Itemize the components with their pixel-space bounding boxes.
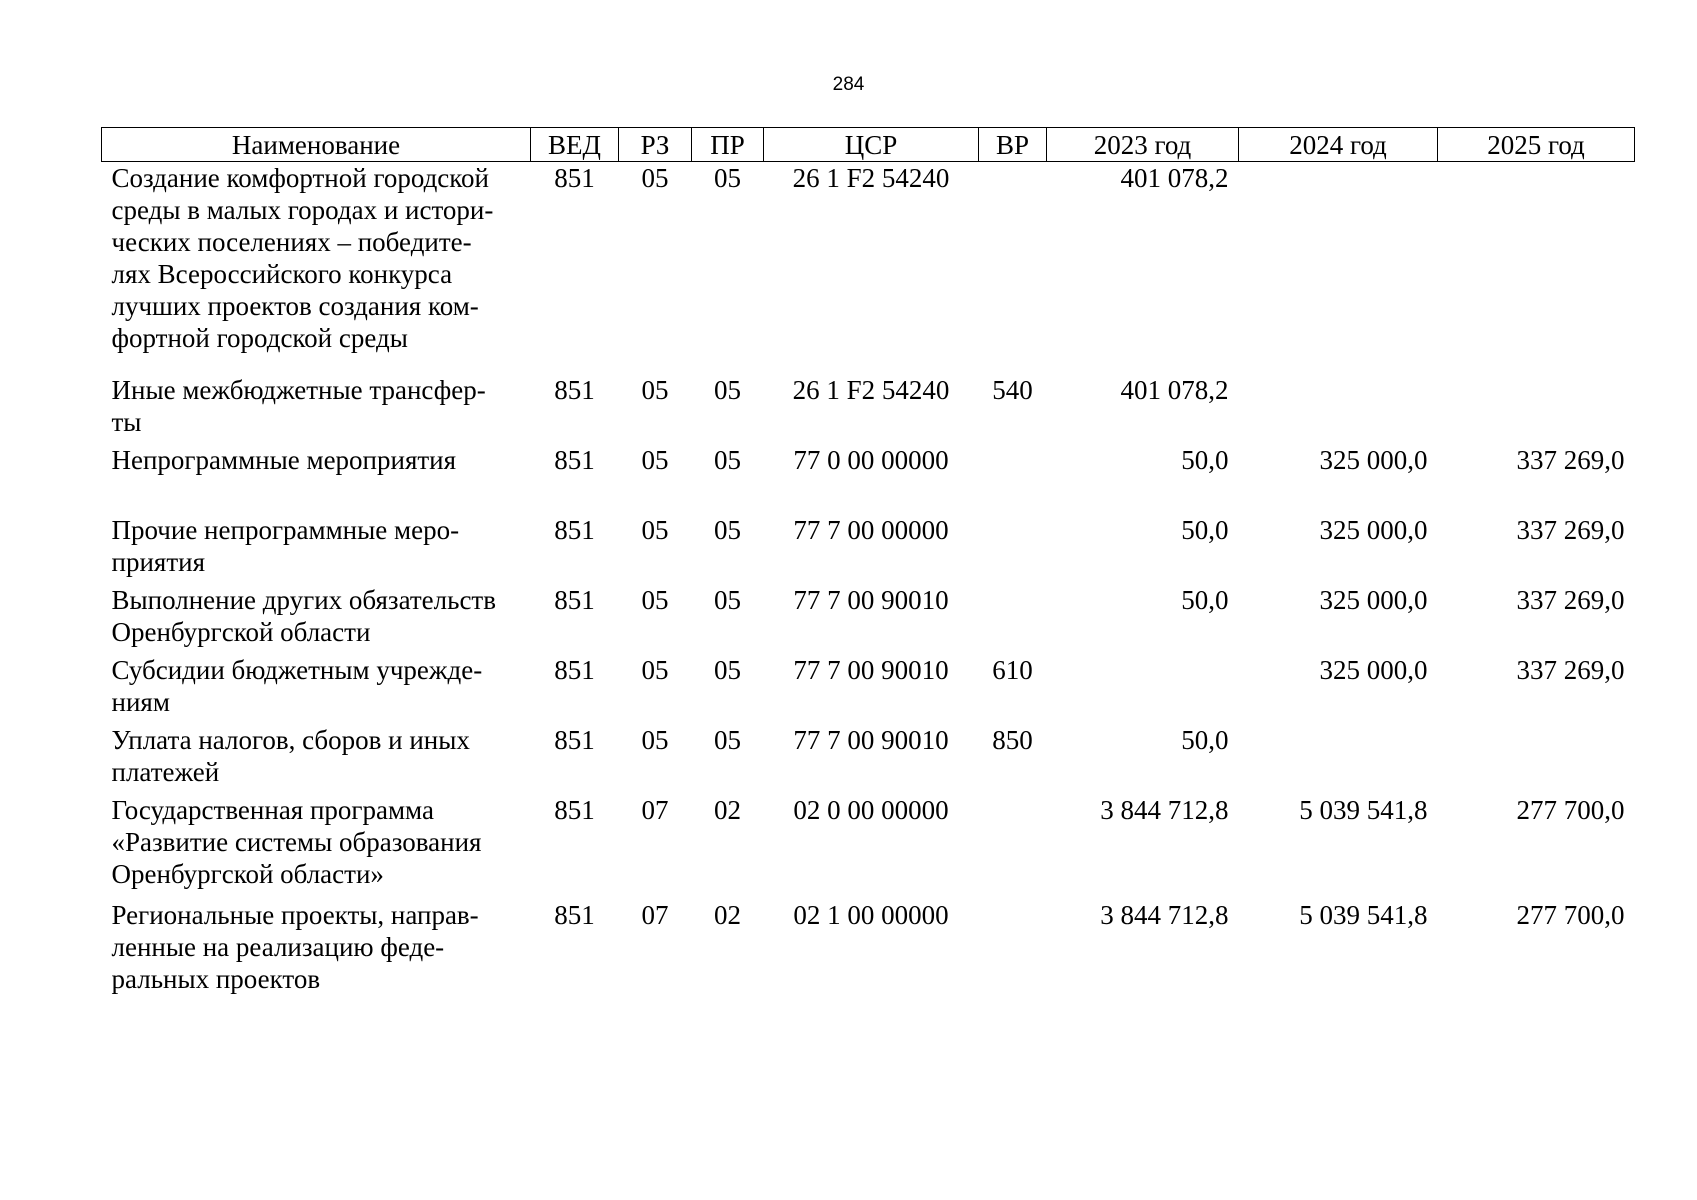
cell-2025: 337 269,0 — [1516, 514, 1625, 545]
cell-2023: 50,0 — [1181, 584, 1229, 615]
cell-pr: 05 — [714, 444, 741, 475]
cell-csr: 02 0 00 00000 — [793, 794, 949, 825]
cell-csr: 77 7 00 90010 — [793, 724, 949, 755]
cell-vr — [979, 584, 1047, 654]
name-line: фортной городской среды — [111, 323, 408, 353]
cell-2023: 50,0 — [1181, 514, 1229, 545]
cell-2023: 50,0 — [1181, 444, 1229, 475]
name-line: Субсидии бюджетным учрежде- — [111, 654, 483, 685]
name-line: ленные на реализацию феде- — [111, 931, 445, 962]
cell-2024: 325 000,0 — [1319, 444, 1428, 475]
cell-name — [102, 444, 531, 514]
name-line: платежей — [111, 756, 220, 787]
name-line: Оренбургской области» — [111, 858, 384, 889]
cell-pr: 05 — [714, 163, 741, 193]
cell-name — [102, 374, 531, 444]
cell-2023: 3 844 712,8 — [1100, 794, 1229, 825]
cell-csr: 77 7 00 90010 — [793, 584, 949, 615]
cell-csr: 26 1 F2 54240 — [792, 374, 950, 405]
header-rz: РЗ — [619, 128, 692, 162]
table-header — [102, 128, 1635, 162]
name-line: «Развитие системы образования — [111, 826, 482, 857]
cell-pr: 05 — [714, 654, 741, 685]
table-row — [102, 374, 1635, 444]
table-body — [102, 162, 1635, 1004]
cell-vr: 540 — [992, 374, 1033, 405]
cell-2023: 401 078,2 — [1120, 374, 1229, 405]
cell-name — [102, 162, 531, 374]
cell-ved: 851 — [554, 374, 595, 405]
cell-vr — [979, 899, 1047, 1004]
cell-rz: 05 — [641, 724, 669, 755]
table-row — [102, 899, 1635, 1004]
cell-name — [102, 514, 531, 584]
name-line: Выполнение других обязательств — [111, 584, 496, 615]
name-line: ты — [111, 406, 142, 437]
cell-ved: 851 — [554, 654, 595, 685]
cell-csr: 02 1 00 00000 — [793, 899, 949, 930]
name-line: ральных проектов — [111, 963, 321, 994]
name-line: Уплата налогов, сборов и иных — [111, 724, 470, 755]
cell-2025: 337 269,0 — [1516, 584, 1625, 615]
cell-name — [102, 794, 531, 899]
cell-rz: 07 — [641, 899, 669, 930]
cell-2023: 401 078,2 — [1120, 163, 1229, 193]
cell-name — [102, 654, 531, 724]
cell-csr: 26 1 F2 54240 — [792, 163, 950, 193]
cell-name — [102, 899, 531, 1004]
name-line: ческих поселениях – победите- — [111, 227, 472, 257]
header-2025: 2025 год — [1438, 128, 1635, 162]
cell-2025 — [1438, 162, 1635, 374]
page-number: 284 — [832, 74, 865, 95]
cell-vr: 850 — [992, 724, 1033, 755]
name-line: Создание комфортной городской — [111, 163, 489, 193]
cell-2024: 325 000,0 — [1319, 584, 1428, 615]
cell-2025: 337 269,0 — [1516, 654, 1625, 685]
header-vr: ВР — [979, 128, 1047, 162]
name-line: приятия — [111, 546, 205, 577]
header-name: Наименование — [102, 128, 531, 162]
cell-rz: 05 — [641, 374, 669, 405]
header-2023: 2023 год — [1047, 128, 1239, 162]
cell-pr: 05 — [714, 514, 741, 545]
cell-2025: 277 700,0 — [1516, 899, 1625, 930]
cell-ved: 851 — [554, 724, 595, 755]
name-line: ниям — [111, 686, 170, 717]
cell-2024: 5 039 541,8 — [1299, 899, 1428, 930]
name-line: Прочие непрограммные меро- — [111, 514, 460, 545]
cell-rz: 05 — [641, 654, 669, 685]
cell-2024 — [1239, 374, 1438, 444]
cell-2025: 277 700,0 — [1516, 794, 1625, 825]
table-row — [102, 162, 1635, 374]
table-row — [102, 654, 1635, 724]
cell-vr — [979, 162, 1047, 374]
table-row — [102, 514, 1635, 584]
cell-2023: 50,0 — [1181, 724, 1229, 755]
cell-rz: 07 — [641, 794, 669, 825]
name-line: Иные межбюджетные трансфер- — [111, 374, 486, 405]
cell-rz: 05 — [641, 163, 669, 193]
cell-2024 — [1239, 724, 1438, 794]
header-2024: 2024 год — [1239, 128, 1438, 162]
cell-pr: 05 — [714, 584, 741, 615]
cell-ved: 851 — [554, 584, 595, 615]
name-line: Региональные проекты, направ- — [111, 899, 479, 930]
cell-csr: 77 0 00 00000 — [793, 444, 949, 475]
cell-2024 — [1239, 162, 1438, 374]
name-line: среды в малых городах и истори- — [111, 195, 494, 225]
name-line: Непрограммные мероприятия — [111, 444, 457, 475]
cell-vr — [979, 514, 1047, 584]
cell-ved: 851 — [554, 794, 595, 825]
table-row — [102, 724, 1635, 794]
cell-csr: 77 7 00 90010 — [793, 654, 949, 685]
cell-rz: 05 — [641, 514, 669, 545]
name-line: Государственная программа — [111, 794, 434, 825]
cell-vr: 610 — [992, 654, 1033, 685]
cell-vr — [979, 794, 1047, 899]
cell-2024: 325 000,0 — [1319, 654, 1428, 685]
name-line: лях Всероссийского конкурса — [111, 259, 453, 289]
cell-pr: 02 — [714, 794, 741, 825]
table-row — [102, 444, 1635, 514]
cell-ved: 851 — [554, 444, 595, 475]
cell-name — [102, 584, 531, 654]
cell-2023: 3 844 712,8 — [1100, 899, 1229, 930]
cell-pr: 05 — [714, 374, 741, 405]
cell-ved: 851 — [554, 899, 595, 930]
cell-pr: 02 — [714, 899, 741, 930]
cell-2024: 325 000,0 — [1319, 514, 1428, 545]
cell-ved: 851 — [554, 163, 595, 193]
cell-pr: 05 — [714, 724, 741, 755]
cell-2024: 5 039 541,8 — [1299, 794, 1428, 825]
cell-2025: 337 269,0 — [1516, 444, 1625, 475]
table-row — [102, 794, 1635, 899]
cell-2025 — [1438, 724, 1635, 794]
cell-name — [102, 724, 531, 794]
budget-table — [101, 127, 1635, 1004]
cell-rz: 05 — [641, 584, 669, 615]
cell-csr: 77 7 00 00000 — [793, 514, 949, 545]
cell-ved: 851 — [554, 514, 595, 545]
table-row — [102, 584, 1635, 654]
name-line: Оренбургской области — [111, 616, 371, 647]
cell-2023 — [1047, 654, 1239, 724]
cell-2025 — [1438, 374, 1635, 444]
name-line: лучших проектов создания ком- — [111, 291, 479, 321]
cell-vr — [979, 444, 1047, 514]
cell-rz: 05 — [641, 444, 669, 475]
header-csr: ЦСР — [764, 128, 979, 162]
header-ved: ВЕД — [531, 128, 619, 162]
header-pr: ПР — [692, 128, 764, 162]
